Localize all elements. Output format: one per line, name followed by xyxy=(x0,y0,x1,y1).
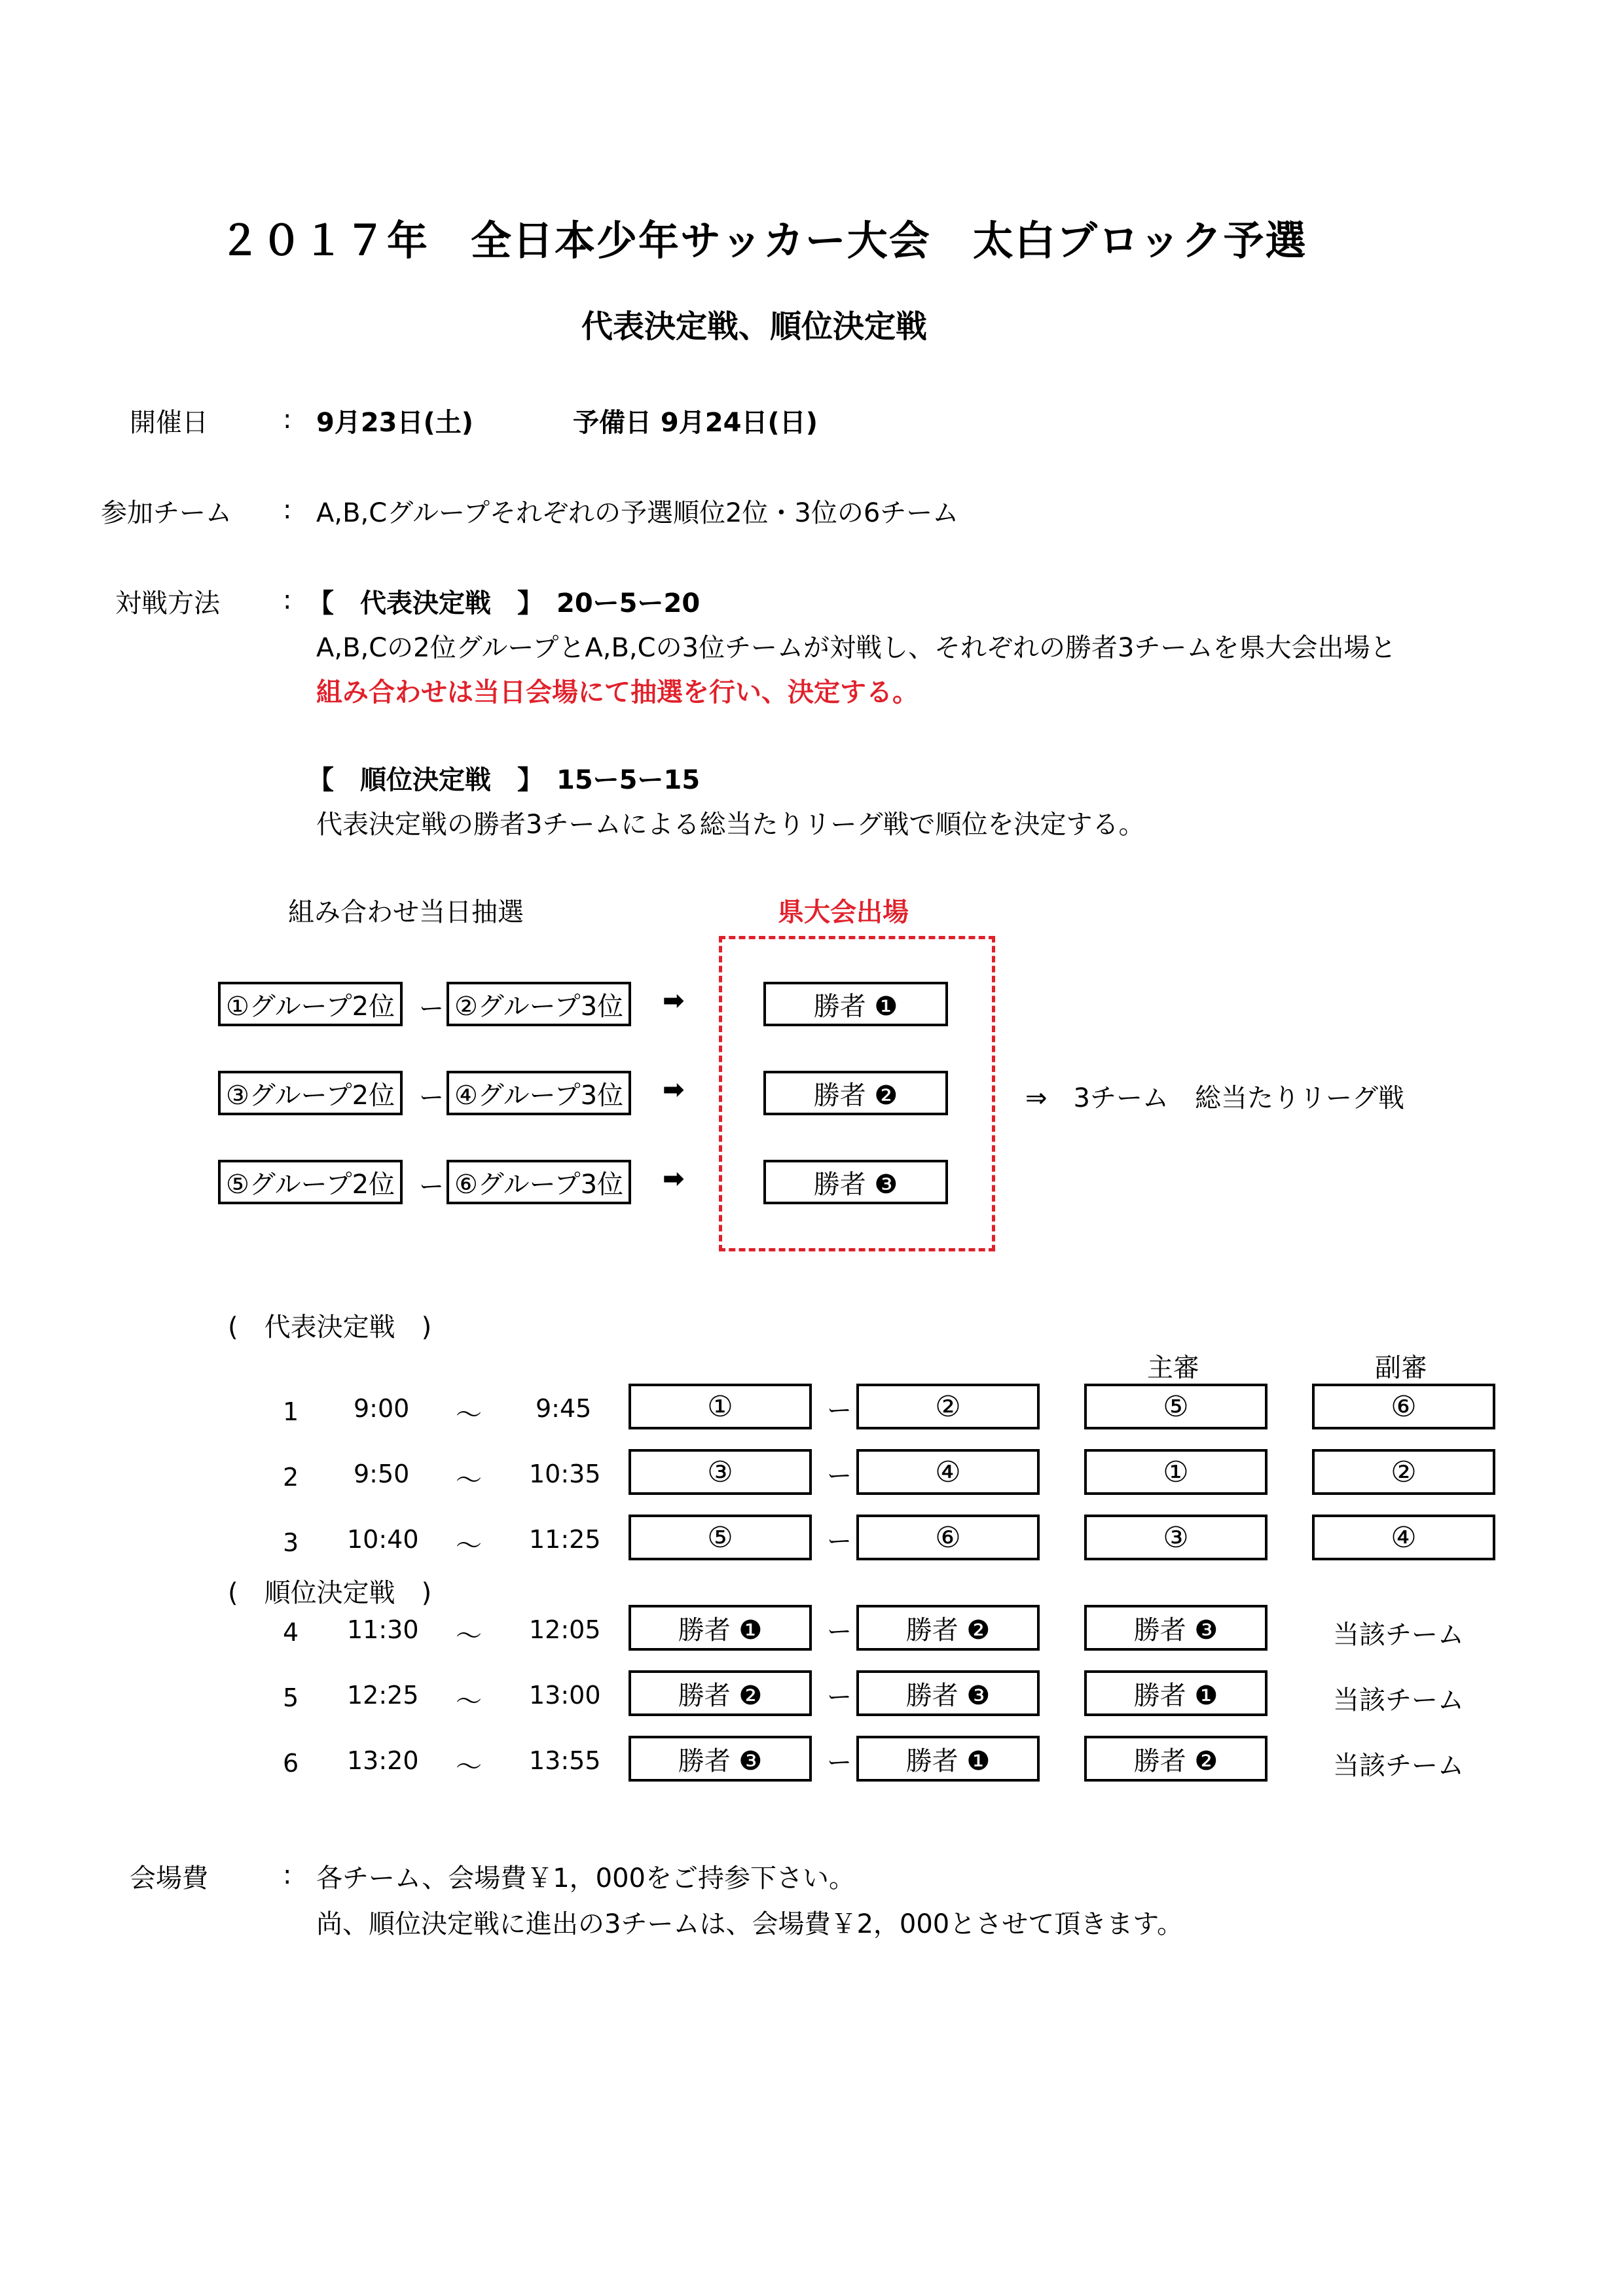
match-start: 12:25 xyxy=(347,1681,419,1710)
date-value: 9月23日(土) xyxy=(316,408,474,438)
sub-referee-text: 当該チーム xyxy=(1333,1685,1464,1715)
page-title: ２０１７年 全日本少年サッカー大会 太白ブロック予選 xyxy=(219,217,1307,264)
draw-label: 組み合わせ当日抽選 xyxy=(288,897,524,927)
match-start: 13:20 xyxy=(347,1746,419,1775)
match-start: 11:30 xyxy=(347,1615,419,1644)
sub-referee-box: ② xyxy=(1312,1449,1495,1495)
home-team-box: 勝者 ❷ xyxy=(629,1670,812,1716)
method-label: 対戦方法 xyxy=(115,588,220,619)
winner-3-box: 勝者 ❸ xyxy=(763,1160,948,1204)
away-team-box: ② xyxy=(856,1384,1040,1429)
fee-line-2: 尚、順位決定戦に進出の3チームは、会場費￥2，000とさせて頂きます。 xyxy=(316,1909,1184,1939)
away-team-box: ④ xyxy=(856,1449,1040,1495)
away-team-box: 勝者 ❸ xyxy=(856,1670,1040,1716)
bracket-dash: ー xyxy=(419,994,445,1023)
date-label: 開催日 xyxy=(130,408,208,438)
bracket-dash: ー xyxy=(419,1083,445,1112)
match-end: 9:45 xyxy=(536,1394,592,1423)
home-team-box: ① xyxy=(629,1384,812,1429)
match-number: 3 xyxy=(283,1528,299,1557)
match-start: 9:00 xyxy=(354,1394,410,1423)
teams-label: 参加チーム xyxy=(101,498,232,528)
match-end: 10:35 xyxy=(529,1460,601,1488)
winner-1-box: 勝者 ❶ xyxy=(763,982,948,1026)
winner-2-box: 勝者 ❷ xyxy=(763,1071,948,1115)
group-2-3rd-box: ②グループ3位 xyxy=(447,982,631,1026)
match-dash: ー xyxy=(827,1462,852,1490)
match-dash: ー xyxy=(827,1396,852,1425)
sub-referee-text: 当該チーム xyxy=(1333,1751,1464,1781)
right-arrow-icon: ➡ xyxy=(663,1164,685,1194)
match-dash: ー xyxy=(827,1748,852,1777)
rep-match-header: ( 代表決定戦 ) xyxy=(228,1312,432,1342)
fee-label: 会場費 xyxy=(130,1863,208,1893)
group-4-3rd-box: ④グループ3位 xyxy=(447,1071,631,1115)
date-colon: : xyxy=(283,404,292,435)
main-referee-box: ⑤ xyxy=(1084,1384,1267,1429)
method-representative-desc: A,B,Cの2位グループとA,B,Cの3位チームが対戦し、それぞれの勝者3チームを県大会出場と xyxy=(316,633,1396,663)
method-representative: 【 代表決定戦 】 20ー5ー20 xyxy=(308,588,701,619)
right-arrow-icon: ➡ xyxy=(663,1075,685,1105)
group-1-2nd-box: ①グループ2位 xyxy=(218,982,403,1026)
method-ranking-desc: 代表決定戦の勝者3チームによる総当たりリーグ戦で順位を決定する。 xyxy=(316,810,1145,840)
sub-referee-box: ⑥ xyxy=(1312,1384,1495,1429)
tilde: 〜 xyxy=(456,1531,482,1561)
teams-value: A,B,Cグループそれぞれの予選順位2位・3位の6チーム xyxy=(316,498,959,528)
match-number: 6 xyxy=(283,1749,299,1778)
main-referee-box: 勝者 ❷ xyxy=(1084,1736,1267,1782)
tilde: 〜 xyxy=(456,1465,482,1496)
reserve-date: 予備日 9月24日(日) xyxy=(573,408,818,438)
group-3-2nd-box: ③グループ2位 xyxy=(218,1071,403,1115)
match-dash: ー xyxy=(827,1617,852,1646)
match-end: 13:55 xyxy=(529,1746,601,1775)
match-end: 13:00 xyxy=(529,1681,601,1710)
tilde: 〜 xyxy=(456,1752,482,1782)
tilde: 〜 xyxy=(456,1687,482,1717)
group-5-2nd-box: ⑤グループ2位 xyxy=(218,1160,403,1204)
referee-sub-header: 副審 xyxy=(1375,1353,1427,1383)
league-result: ⇒ 3チーム 総当たりリーグ戦 xyxy=(1025,1083,1404,1113)
match-dash: ー xyxy=(827,1683,852,1712)
fee-line-1: 各チーム、会場費￥1，000をご持参下さい。 xyxy=(316,1863,855,1893)
match-number: 4 xyxy=(283,1618,299,1647)
match-start: 10:40 xyxy=(347,1525,419,1554)
bracket-dash: ー xyxy=(419,1172,445,1201)
match-number: 2 xyxy=(283,1463,299,1492)
sub-referee-box: ④ xyxy=(1312,1515,1495,1560)
sub-referee-text: 当該チーム xyxy=(1333,1620,1464,1650)
main-referee-box: ① xyxy=(1084,1449,1267,1495)
away-team-box: 勝者 ❷ xyxy=(856,1605,1040,1651)
right-arrow-icon: ➡ xyxy=(663,986,685,1016)
match-end: 11:25 xyxy=(529,1525,601,1554)
fee-colon: : xyxy=(283,1860,292,1890)
rank-match-header: ( 順位決定戦 ) xyxy=(228,1578,432,1608)
prefecture-label: 県大会出場 xyxy=(778,897,909,927)
home-team-box: 勝者 ❸ xyxy=(629,1736,812,1782)
tilde: 〜 xyxy=(456,1621,482,1651)
method-ranking: 【 順位決定戦 】 15ー5ー15 xyxy=(308,765,701,795)
home-team-box: 勝者 ❶ xyxy=(629,1605,812,1651)
away-team-box: 勝者 ❶ xyxy=(856,1736,1040,1782)
method-draw-note: 組み合わせは当日会場にて抽選を行い、決定する。 xyxy=(316,677,919,708)
home-team-box: ③ xyxy=(629,1449,812,1495)
main-referee-box: 勝者 ❸ xyxy=(1084,1605,1267,1651)
method-colon: : xyxy=(283,585,292,615)
teams-colon: : xyxy=(283,495,292,525)
main-referee-box: 勝者 ❶ xyxy=(1084,1670,1267,1716)
home-team-box: ⑤ xyxy=(629,1515,812,1560)
match-number: 5 xyxy=(283,1683,299,1712)
group-6-3rd-box: ⑥グループ3位 xyxy=(447,1160,631,1204)
match-dash: ー xyxy=(827,1527,852,1556)
away-team-box: ⑥ xyxy=(856,1515,1040,1560)
referee-main-header: 主審 xyxy=(1147,1353,1199,1383)
main-referee-box: ③ xyxy=(1084,1515,1267,1560)
match-end: 12:05 xyxy=(529,1615,601,1644)
match-number: 1 xyxy=(283,1397,299,1426)
match-start: 9:50 xyxy=(354,1460,410,1488)
tilde: 〜 xyxy=(456,1400,482,1430)
page-subtitle: 代表決定戦、順位決定戦 xyxy=(581,308,928,345)
